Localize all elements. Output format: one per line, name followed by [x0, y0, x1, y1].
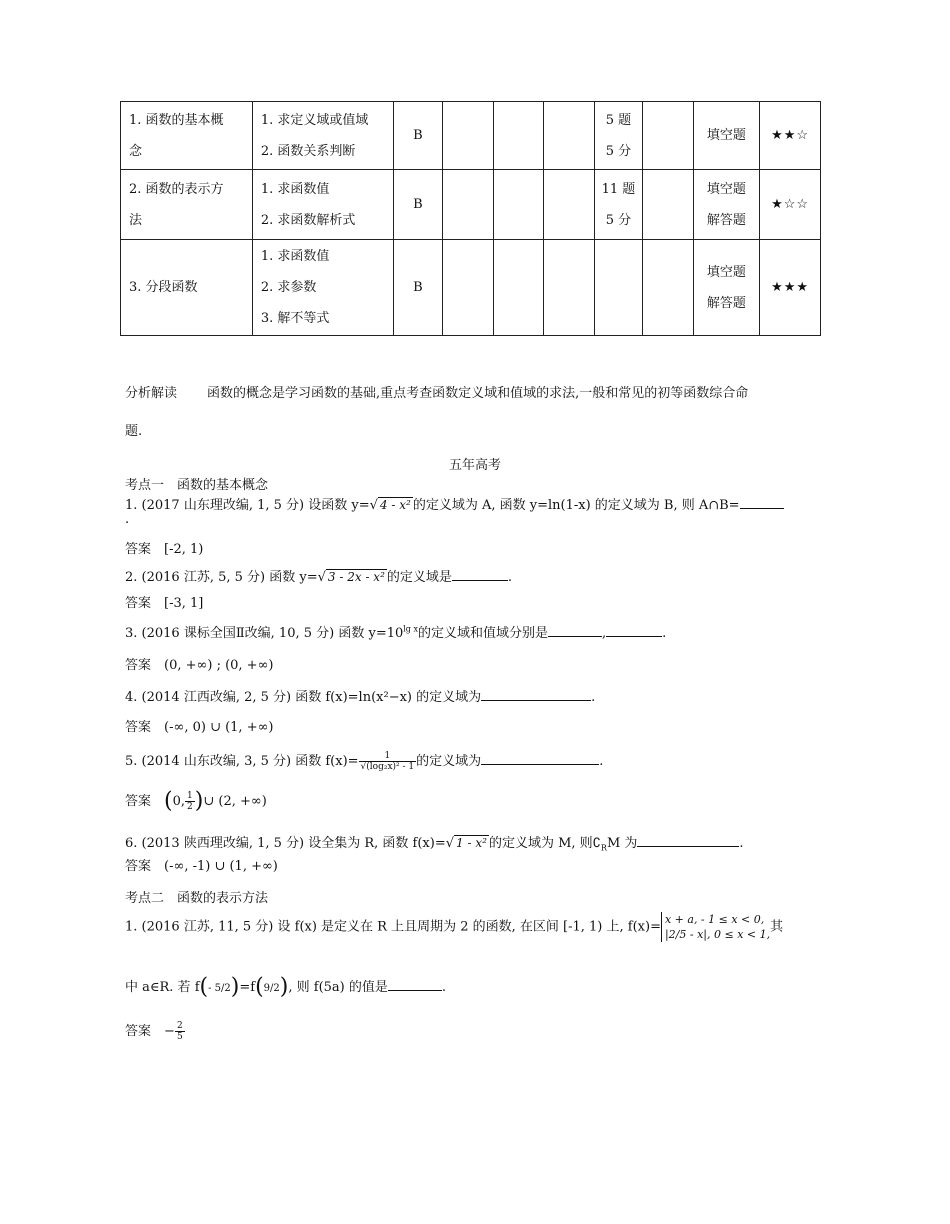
table-cell-empty — [443, 102, 493, 170]
answer-sign: − — [164, 1024, 175, 1039]
answer-label: 答案 — [125, 542, 152, 557]
table-cell-empty — [443, 170, 493, 240]
cell-text: 2. 求函数解析式 — [260, 212, 356, 228]
table-cell-frequency — [594, 240, 643, 336]
answer-blank — [481, 752, 599, 765]
kp2-question-1-line2 — [125, 974, 447, 1000]
answer-label: 答案 — [125, 859, 152, 874]
answer-3 — [125, 654, 273, 673]
table-cell-empty — [544, 102, 594, 170]
cell-text: 2. 函数关系判断 — [260, 143, 356, 159]
question-text: 1. (2017 山东理改编, 1, 5 分) 设函数 y= — [125, 498, 370, 513]
cell-text: 3. 分段函数 — [129, 280, 198, 295]
function-argument: 9/2 — [263, 983, 280, 994]
answer-value: (0, +∞) ; (0, +∞) — [164, 658, 274, 673]
table-cell-empty — [493, 170, 543, 240]
radicand: 4 - x² — [379, 498, 411, 512]
table-cell-empty — [493, 240, 543, 336]
question-text: 的定义域和值域分别是 — [417, 626, 548, 641]
fraction — [175, 1021, 185, 1042]
table-cell-level: B — [393, 102, 443, 170]
table-cell-level: B — [393, 170, 443, 240]
question-tail: . — [125, 512, 130, 527]
sqrt-symbol: √ — [445, 836, 455, 851]
bracket: ) — [230, 974, 240, 1000]
answer-4 — [125, 716, 274, 735]
answer-blank — [452, 568, 508, 581]
question-text: 4. (2014 江西改编, 2, 5 分) 函数 f(x)=ln(x²−x) 的定义域为 — [125, 690, 482, 705]
table-cell-empty — [643, 170, 693, 240]
question-text: , — [602, 626, 607, 641]
fraction-numerator: 1 — [359, 751, 417, 762]
cell-text: 填空题 — [706, 264, 746, 280]
question-text: 中 a∈R. 若 f — [125, 980, 200, 995]
table-cell-point — [121, 240, 253, 336]
cell-text: 5 分 — [605, 212, 632, 228]
question-text: 的定义域为 A, 函数 y=ln(1-x) 的定义域为 B, 则 A∩B= — [412, 498, 740, 513]
cell-text: 填空题 — [706, 128, 746, 143]
piecewise-function — [661, 912, 770, 942]
subscript: R — [600, 843, 607, 853]
cell-text: 1. 求函数值 — [260, 249, 330, 264]
fraction-denominator: √(log₂x)² - 1 — [360, 762, 415, 772]
question-1 — [125, 494, 784, 513]
cell-text: 1. 求函数值 — [260, 181, 330, 197]
question-text: 5. (2014 山东改编, 3, 5 分) 函数 f(x)= — [125, 754, 359, 769]
bracket: ( — [255, 974, 264, 1000]
question-text: 的定义域是 — [386, 570, 452, 585]
kp1-title: 考点一 函数的基本概念 — [125, 478, 269, 493]
cell-text: 法 — [129, 212, 143, 228]
table-row — [121, 170, 821, 240]
answer-blank — [606, 624, 662, 637]
question-3 — [125, 622, 666, 641]
radicand: (log₂x)² - 1 — [366, 762, 415, 772]
question-text: 的定义域为 M, 则∁ — [488, 836, 601, 851]
radicand: 3 - 2x - x² — [327, 570, 385, 584]
analysis-label: 分析解读 — [125, 386, 178, 401]
cell-text: 2. 求参数 — [260, 280, 317, 295]
sqrt-symbol: √ — [317, 570, 326, 585]
table-cell-frequency — [594, 170, 643, 240]
answer-label: 答案 — [125, 596, 152, 611]
answer-5 — [125, 790, 267, 812]
question-6 — [125, 832, 744, 853]
analysis-text: 函数的概念是学习函数的基础,重点考查函数定义域和值域的求法,一般和常见的初等函数综合命 — [207, 386, 749, 401]
cell-text: 2. 函数的表示方 — [129, 181, 224, 197]
question-5 — [125, 750, 603, 772]
piecewise-case: |2/5 - x|, 0 ≤ x < 1, — [664, 928, 771, 941]
table-cell-stars: ★★★ — [760, 240, 821, 336]
table-cell-skill — [252, 102, 393, 170]
answer-label: 答案 — [125, 720, 152, 735]
table-cell-frequency — [594, 102, 643, 170]
fraction — [359, 751, 417, 772]
fraction-denominator: 2 — [187, 802, 193, 812]
superscript: lg x — [403, 624, 418, 634]
fraction-denominator: 5 — [176, 1032, 183, 1042]
table-cell-type — [693, 170, 759, 240]
cell-text: 解答题 — [706, 295, 746, 311]
cell-text: 念 — [129, 143, 143, 159]
table-cell-point — [121, 170, 253, 240]
question-text: 其 — [770, 919, 784, 935]
table-cell-empty — [643, 102, 693, 170]
table-cell-skill — [252, 170, 393, 240]
bracket: ) — [194, 788, 204, 814]
table-cell-empty — [643, 240, 693, 336]
answer-value: [-3, 1] — [164, 596, 204, 611]
question-text: 6. (2013 陕西理改编, 1, 5 分) 设全集为 R, 函数 f(x)= — [125, 836, 446, 851]
table-cell-point — [121, 102, 253, 170]
table-cell-empty — [544, 170, 594, 240]
question-text: 1. (2016 江苏, 11, 5 分) 设 f(x) 是定义在 R 上且周期为 2 的函数, 在区间 [-1, 1) 上, f(x)= — [125, 919, 661, 935]
question-text: 2. (2016 江苏, 5, 5 分) 函数 y= — [125, 570, 318, 585]
question-text: M 为 — [606, 836, 638, 851]
cell-text: 5 分 — [605, 143, 632, 159]
answer-blank — [388, 978, 442, 991]
cell-text: 1. 函数的基本概 — [129, 112, 224, 128]
question-2 — [125, 566, 512, 585]
cell-text: 填空题 — [706, 181, 746, 197]
kp2-answer-1 — [125, 1020, 185, 1042]
table-row — [121, 102, 821, 170]
answer-blank — [481, 688, 591, 701]
table-cell-level: B — [393, 240, 443, 336]
table-cell-empty — [544, 240, 594, 336]
bracket: ) — [279, 974, 289, 1000]
question-4 — [125, 686, 595, 705]
table-cell-type — [693, 102, 759, 170]
radicand: 1 - x² — [456, 836, 487, 850]
table-row — [121, 240, 821, 336]
question-text: . — [739, 836, 744, 851]
question-text: , 则 f(5a) 的值是 — [288, 980, 388, 995]
table-cell-stars: ★★☆ — [760, 102, 821, 170]
knowledge-point-table — [120, 101, 821, 336]
fraction-numerator: 1 — [187, 791, 193, 801]
section-title: 五年高考 — [448, 458, 501, 473]
table-cell-skill — [252, 240, 393, 336]
answer-blank — [740, 496, 784, 509]
cell-text: 3. 解不等式 — [260, 311, 330, 326]
answer-blank — [637, 834, 739, 847]
answer-label: 答案 — [125, 1024, 152, 1039]
answer-value: (-∞, 0) ∪ (1, +∞) — [164, 720, 274, 735]
kp2-question-1 — [125, 912, 783, 942]
fraction — [185, 791, 195, 812]
bracket: ( — [199, 974, 209, 1000]
cell-text: 1. 求定义域或值域 — [260, 112, 369, 128]
answer-blank — [548, 624, 602, 637]
question-text: . — [441, 980, 447, 995]
zero: 0, — [172, 794, 186, 809]
cell-text: 5 题 — [605, 112, 632, 128]
answer-value: [-2, 1) — [164, 542, 204, 557]
sqrt-symbol: √ — [369, 498, 378, 513]
piecewise-case: x + a, - 1 ≤ x < 0, — [664, 913, 765, 926]
answer-6 — [125, 855, 278, 874]
question-text: 3. (2016 课标全国Ⅱ改编, 10, 5 分) 函数 y=10 — [125, 626, 404, 641]
answer-value: ∪ (2, +∞) — [203, 794, 267, 809]
bracket: ( — [164, 788, 173, 814]
function-argument: - 5/2 — [208, 983, 231, 994]
table-cell-empty — [493, 102, 543, 170]
cell-text: 11 题 — [601, 181, 636, 197]
answer-value: (-∞, -1) ∪ (1, +∞) — [164, 859, 278, 874]
question-text: . — [591, 690, 596, 705]
answer-1 — [125, 538, 203, 557]
question-text: 的定义域为 — [416, 754, 482, 769]
table-cell-empty — [443, 240, 493, 336]
question-text: . — [662, 626, 667, 641]
table-cell-stars: ★☆☆ — [760, 170, 821, 240]
question-text: . — [599, 754, 604, 769]
cell-text: 解答题 — [706, 212, 746, 228]
answer-label: 答案 — [125, 658, 152, 673]
answer-2 — [125, 592, 203, 611]
analysis-continuation: 题. — [125, 424, 143, 439]
table-cell-type — [693, 240, 759, 336]
answer-label: 答案 — [125, 794, 152, 809]
analysis-paragraph — [125, 382, 748, 401]
kp2-title: 考点二 函数的表示方法 — [125, 891, 269, 906]
fraction-numerator: 2 — [176, 1021, 183, 1031]
question-text: . — [507, 570, 513, 585]
question-text: =f — [239, 980, 256, 995]
